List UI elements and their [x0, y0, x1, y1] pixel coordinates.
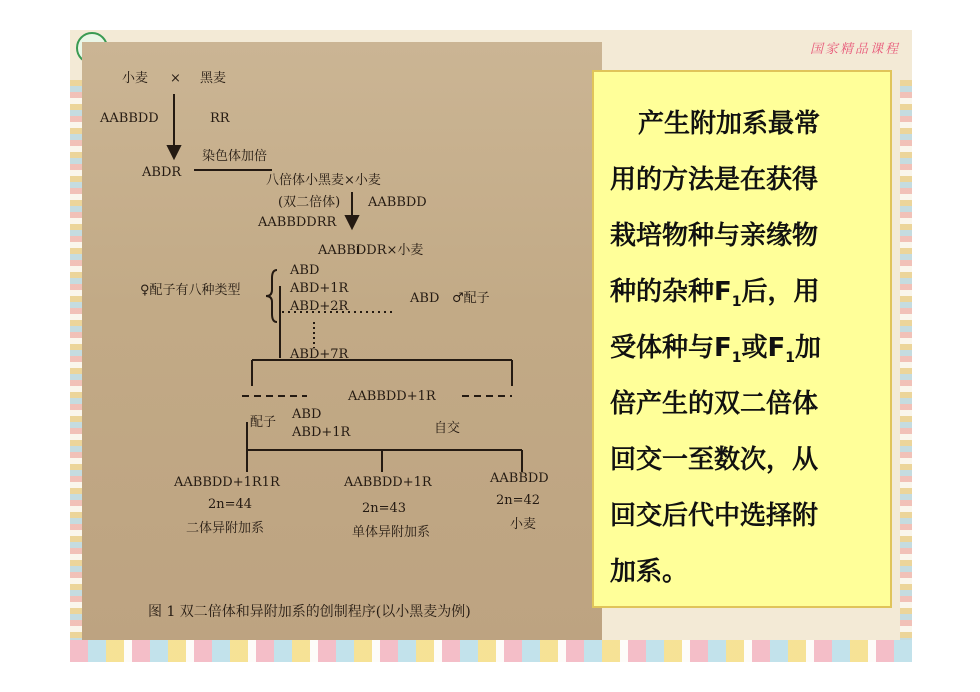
text-line-5-part-1: 受体种与F: [610, 333, 732, 363]
left-decoration-strip: [70, 80, 82, 640]
result-1-genome: AABBDD+1R1R: [174, 475, 280, 490]
gamete-4: ABD+7R: [290, 347, 349, 362]
brace: [266, 270, 277, 322]
course-tag: 国家精品课程: [809, 42, 900, 57]
subscript-3: 1: [785, 350, 796, 367]
wheat-genome: AABBDD: [100, 111, 159, 126]
cross-symbol: ×: [170, 71, 181, 86]
text-line-5: [610, 320, 874, 376]
f1-genome: ABDR: [142, 165, 182, 180]
text-line-5-part-3: 加: [795, 333, 822, 363]
octoploid-label: 八倍体小黑麦×小麦: [266, 173, 381, 188]
doubling-label: 染色体加倍: [202, 149, 268, 164]
octoploid-genome: AABBDDRR: [258, 215, 337, 230]
diagram-photo: [82, 42, 602, 640]
explanation-panel: [592, 70, 892, 608]
result-1-type: 二体异附加系: [186, 521, 265, 536]
subscript-2: 1: [731, 350, 742, 367]
text-line-9: 加系。: [610, 557, 689, 587]
selfing-label: 自交: [434, 421, 461, 436]
text-line-1: 产生附加系最常: [638, 109, 821, 139]
rye-genome: RR: [210, 111, 230, 126]
bottom-decoration-strip: [70, 640, 912, 662]
text-line-4: [610, 264, 874, 320]
rye-label: 黑麦: [200, 71, 227, 86]
text-line-3: 栽培物种与亲缘物: [610, 221, 819, 251]
backcross-label: AABBDDR×小麦: [318, 243, 424, 258]
result-3-chromosome: 2n=42: [496, 493, 541, 508]
gametes-label: 配子: [250, 415, 277, 430]
male-abd-label: ABD: [410, 291, 440, 306]
female-gametes-label: ♀配子有八种类型: [140, 283, 241, 298]
gamete-2: ABD+1R: [290, 281, 349, 296]
text-line-4-part-1: 种的杂种F: [610, 277, 732, 307]
gamete-m1: ABD: [292, 407, 322, 422]
right-decoration-strip: [900, 80, 912, 640]
result-2-type: 单体异附加系: [352, 525, 431, 540]
result-2-chromosome: 2n=43: [362, 501, 407, 516]
result-2-genome: AABBDD+1R: [344, 475, 432, 490]
subscript-1: 1: [731, 294, 742, 311]
text-line-4-part-2: 后，用: [741, 277, 820, 307]
monosomic-genome: AABBDD+1R: [348, 389, 436, 404]
text-line-7: 回交一至数次，从: [610, 445, 819, 475]
result-1-chromosome: 2n=44: [208, 497, 253, 512]
text-line-5-part-2: 或F: [741, 333, 786, 363]
gamete-1: ABD: [290, 263, 320, 278]
gamete-3: ABD+2R: [290, 299, 349, 314]
arrow-head: [346, 216, 358, 228]
text-line-6: 倍产生的双二倍体: [610, 389, 819, 419]
arrow-head: [168, 146, 180, 158]
breeding-diagram: [82, 42, 602, 640]
text-line-8: 回交后代中选择附: [610, 501, 819, 531]
male-gamete-label: ♂配子: [452, 291, 490, 306]
text-line-2: 用的方法是在获得: [610, 165, 819, 195]
wheat-genome-mid: AABBDD: [368, 195, 427, 210]
figure-caption: 图 1 双二倍体和异附加系的创制程序(以小黑麦为例): [148, 604, 471, 620]
result-3-type: 小麦: [510, 517, 537, 532]
wheat-label: 小麦: [122, 71, 149, 86]
amphidiploid-label: (双二倍体): [278, 195, 341, 210]
gamete-m2: ABD+1R: [292, 425, 351, 440]
result-3-genome: AABBDD: [490, 471, 549, 486]
